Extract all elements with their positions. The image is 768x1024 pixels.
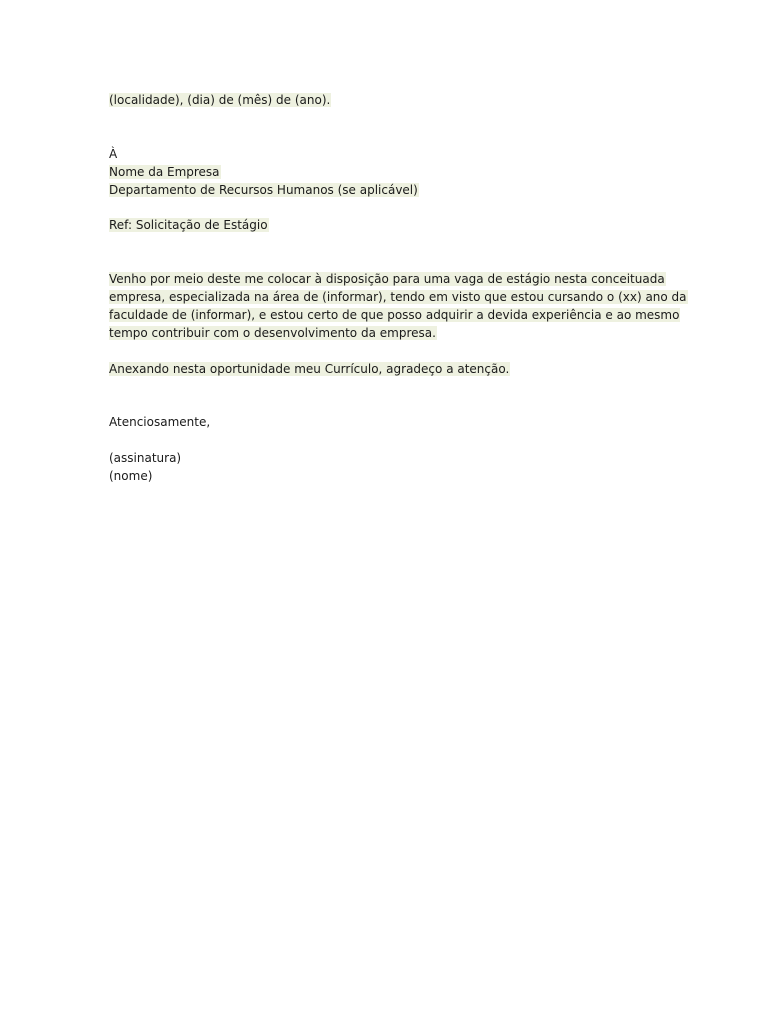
company-name-line xyxy=(109,163,221,181)
greeting-text: À xyxy=(109,147,118,161)
attachment-line xyxy=(109,360,510,378)
attachment-text: Anexando nesta oportunidade meu Currículo, agradeço a atenção. xyxy=(109,362,510,376)
body-paragraph-line xyxy=(109,270,666,288)
body-paragraph-line xyxy=(109,324,437,342)
closing-line xyxy=(109,413,210,431)
body-text: tempo contribuir com o desenvolvimento da empresa. xyxy=(109,326,436,340)
body-paragraph-line xyxy=(109,288,688,306)
reference-text: Ref: Solicitação de Estágio xyxy=(109,218,268,232)
signature-line xyxy=(109,449,181,467)
body-paragraph-line xyxy=(109,306,680,324)
body-text: empresa, especializada na área de (informar), tendo em visto que estou cursando o (xx) ano da xyxy=(109,290,687,304)
name-line xyxy=(109,467,152,485)
signature-text: (assinatura) xyxy=(109,451,182,465)
closing-text: Atenciosamente, xyxy=(109,415,211,429)
body-text: faculdade de (informar), e estou certo de que posso adquirir a devida experiência e ao mesmo xyxy=(109,308,680,322)
greeting-line xyxy=(109,145,117,163)
date-line xyxy=(109,91,331,109)
name-text: (nome) xyxy=(109,469,153,483)
department-line xyxy=(109,181,419,199)
reference-line xyxy=(109,216,269,234)
company-name-text: Nome da Empresa xyxy=(109,165,220,179)
body-text: Venho por meio deste me colocar à disposição para uma vaga de estágio nesta conceituada xyxy=(109,272,665,286)
department-text: Departamento de Recursos Humanos (se aplicável) xyxy=(109,183,418,197)
date-text: (localidade), (dia) de (mês) de (ano). xyxy=(109,93,331,107)
